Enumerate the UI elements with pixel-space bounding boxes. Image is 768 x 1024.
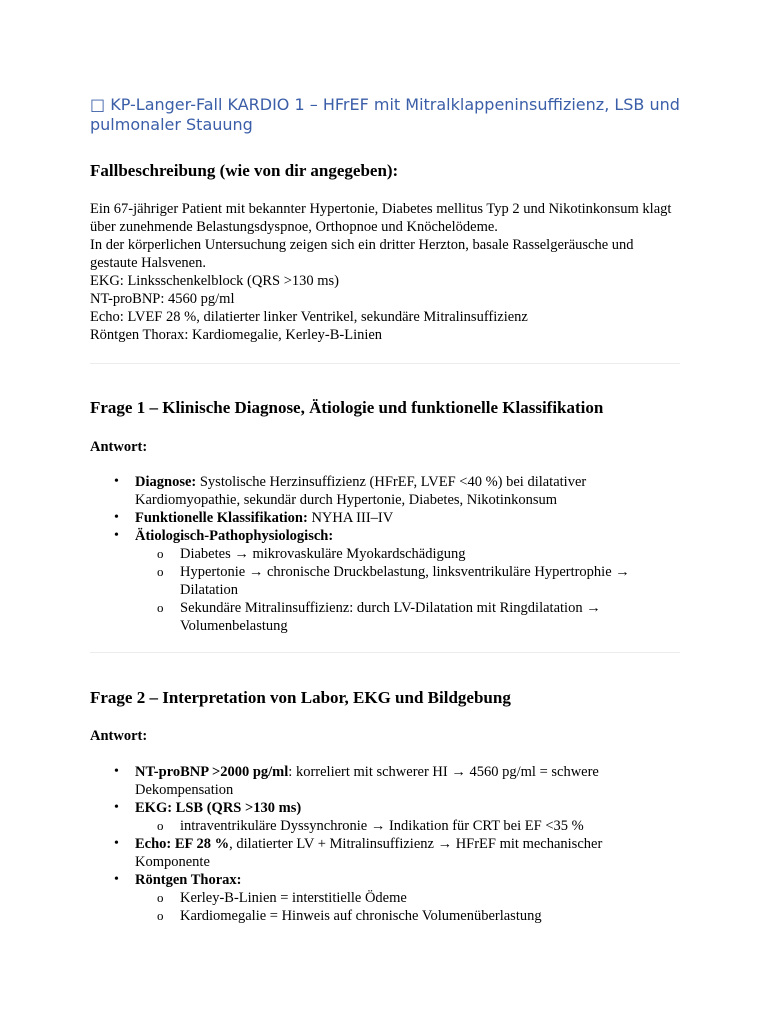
document-page <box>90 95 680 925</box>
list-item: • Funktionelle Klassifikation: NYHA III–IV <box>114 510 394 526</box>
box-icon: □ <box>90 95 106 114</box>
question-2-answer-list <box>90 763 680 925</box>
sublist-item: o intraventrikuläre Dyssynchronie → Indikation für CRT bei EF <35 % <box>157 818 584 834</box>
circle-bullet-icon: o <box>157 546 164 561</box>
circle-bullet-icon: o <box>157 818 164 833</box>
bullet-icon: • <box>114 528 119 543</box>
list-item: • Röntgen Thorax: o Kerley-B-Linien = interstitielle Ödeme o Kardiomegalie = Hinweis auf chronische Volumenüberlastung <box>90 871 680 925</box>
sublist-item: o Kardiomegalie = Hinweis auf chronische Volumenüberlastung <box>157 908 542 924</box>
bullet-icon: • <box>114 836 119 851</box>
sublist-item: o Diabetes → mikrovaskuläre Myokardschädigung <box>157 546 466 562</box>
list-item: • Echo: EF 28 %, dilatierter LV + Mitralinsuffizienz → HFrEF mit mechanischer Komponente <box>114 836 603 870</box>
list-item: • Ätiologisch-Pathophysiologisch: o Diabetes → mikrovaskuläre Myokardschädigung o Hypertonie → chronische Druckbelastung, linksventrikuläre Hypertrophie → Dilatation o Sekundäre Mitralinsuffizienz: durch LV-Dilatation mit Ringdilatation → Volumenbelastung <box>90 527 680 635</box>
case-line: Echo: LVEF 28 %, dilatierter linker Ventrikel, sekundäre Mitralinsuffizienz <box>90 309 528 325</box>
question-2-heading: Frage 2 – Interpretation von Labor, EKG und Bildgebung <box>90 688 511 707</box>
sublist <box>135 817 680 835</box>
case-line: Ein 67-jähriger Patient mit bekannter Hypertonie, Diabetes mellitus Typ 2 und Nikotinkonsum klagt über zunehmende Belastungsdyspnoe, Orthopnoe und Knöchelödeme. <box>90 201 672 235</box>
sublist-item: o Hypertonie → chronische Druckbelastung, linksventrikuläre Hypertrophie → Dilatation <box>157 564 630 598</box>
answer-label: Antwort: <box>90 439 148 455</box>
sublist-item: o Sekundäre Mitralinsuffizienz: durch LV-Dilatation mit Ringdilatation → Volumenbelastung <box>157 600 601 634</box>
question-1-heading: Frage 1 – Klinische Diagnose, Ätiologie und funktionelle Klassifikation <box>90 398 604 417</box>
case-line: In der körperlichen Untersuchung zeigen sich ein dritter Herzton, basale Rasselgeräusche und gestaute Halsvenen. <box>90 237 634 271</box>
circle-bullet-icon: o <box>157 564 164 579</box>
circle-bullet-icon: o <box>157 908 164 923</box>
title-text: KP-Langer-Fall KARDIO 1 – HFrEF mit Mitralklappeninsuffizienz, LSB und pulmonaler Stauung <box>90 95 680 134</box>
bullet-icon: • <box>114 764 119 779</box>
case-line: Röntgen Thorax: Kardiomegalie, Kerley-B-Linien <box>90 327 383 343</box>
case-heading: Fallbeschreibung (wie von dir angegeben): <box>90 161 399 180</box>
list-item: • EKG: LSB (QRS >130 ms) o intraventrikuläre Dyssynchronie → Indikation für CRT bei EF <35 % <box>90 799 680 835</box>
bullet-icon: • <box>114 872 119 887</box>
circle-bullet-icon: o <box>157 890 164 905</box>
case-line: NT-proBNP: 4560 pg/ml <box>90 291 235 307</box>
sublist <box>135 545 680 635</box>
case-description <box>90 200 680 344</box>
answer-label: Antwort: <box>90 728 148 744</box>
sublist-item: o Kerley-B-Linien = interstitielle Ödeme <box>157 890 407 906</box>
circle-bullet-icon: o <box>157 600 164 615</box>
bullet-icon: • <box>114 510 119 525</box>
question-1-answer-list <box>90 473 680 635</box>
sublist <box>135 889 680 925</box>
document-title <box>90 95 680 135</box>
bullet-icon: • <box>114 800 119 815</box>
list-item: • Diagnose: Systolische Herzinsuffizienz (HFrEF, LVEF <40 %) bei dilatativer Kardiomyopathie, sekundär durch Hypertonie, Diabetes, Nikotinkonsum <box>114 474 587 508</box>
list-item: • NT-proBNP >2000 pg/ml: korreliert mit schwerer HI → 4560 pg/ml = schwere Dekompensation <box>114 764 599 798</box>
case-line: EKG: Linksschenkelblock (QRS >130 ms) <box>90 273 340 289</box>
bullet-icon: • <box>114 474 119 489</box>
